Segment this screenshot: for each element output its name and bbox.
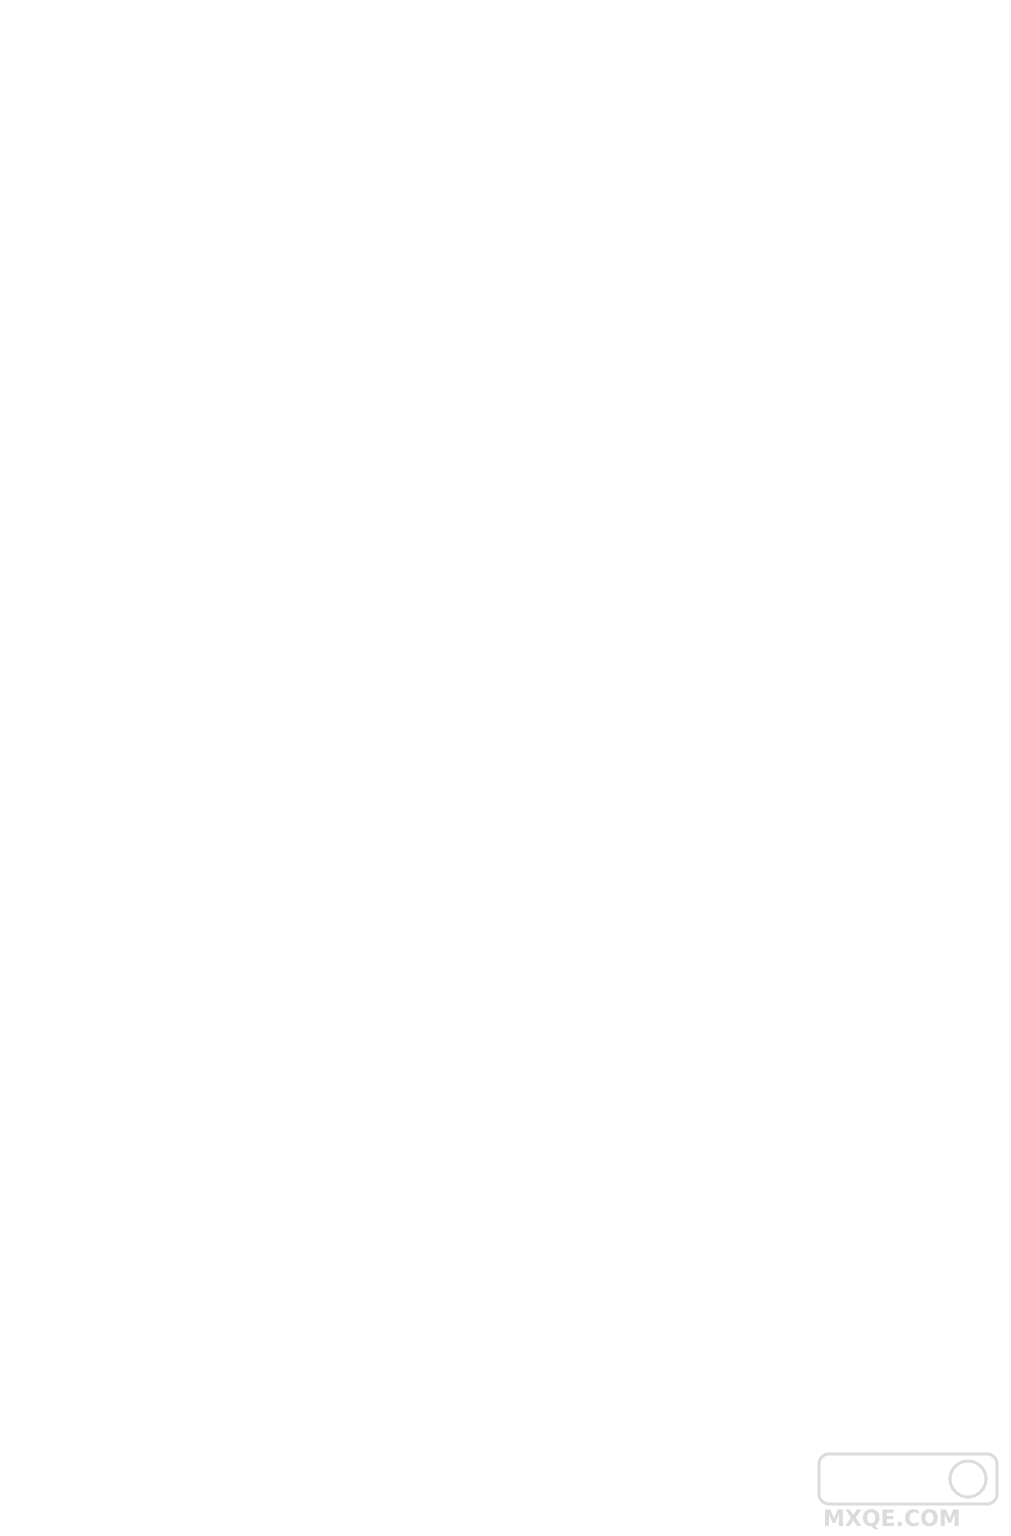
watermark-logo xyxy=(813,1450,1003,1532)
svg-text:MXQE.COM: MXQE.COM xyxy=(823,1507,961,1532)
section-b-heading xyxy=(128,748,138,773)
section-a-heading xyxy=(132,328,142,353)
